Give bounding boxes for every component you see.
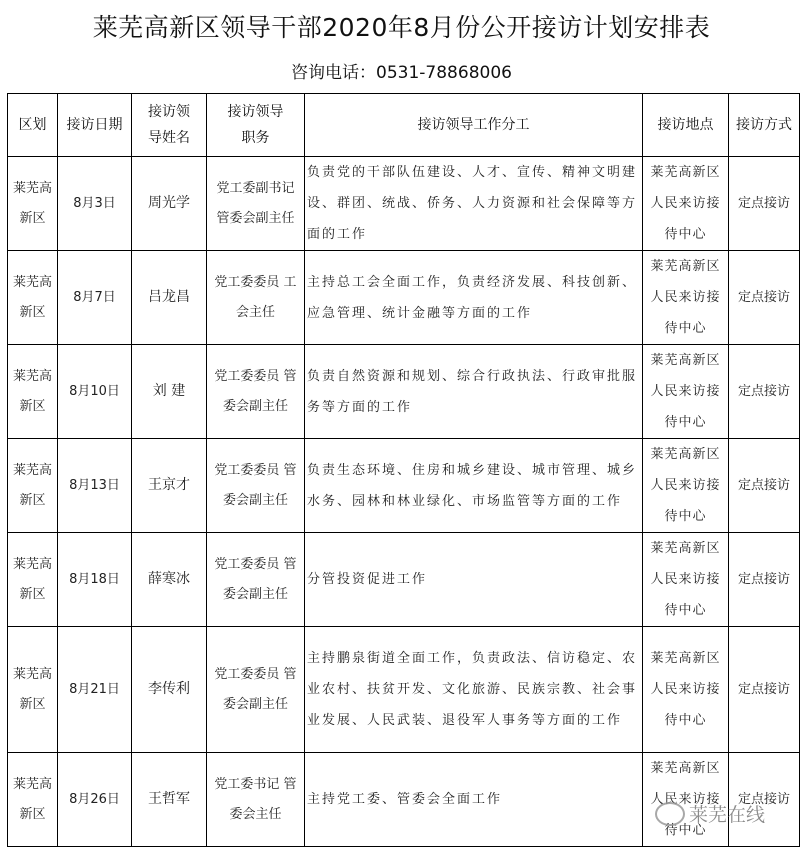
district-cell: 莱芜高新区 [8,157,58,251]
date-cell: 8月3日 [58,157,132,251]
header-date: 接访日期 [58,94,132,157]
duty-cell: 分管投资促进工作 [305,533,643,627]
method-cell: 定点接访 [729,345,800,439]
name-cell: 薛寒冰 [132,533,207,627]
header-method: 接访方式 [729,94,800,157]
location-cell: 莱芜高新区人民来访接待中心 [643,345,729,439]
table-header-row [8,94,800,157]
duty-cell: 负责生态环境、住房和城乡建设、城市管理、城乡水务、园林和林业绿化、市场监管等方面的工作 [305,439,643,533]
schedule-table [7,93,800,847]
duty-cell: 主持党工委、管委会全面工作 [305,753,643,847]
date-cell: 8月7日 [58,251,132,345]
table-row [8,345,800,439]
header-district: 区划 [8,94,58,157]
name-cell: 刘 建 [132,345,207,439]
position-cell: 党工委副书记 管委会副主任 [207,157,305,251]
date-cell: 8月10日 [58,345,132,439]
name-cell: 王京才 [132,439,207,533]
table-row [8,533,800,627]
position-cell: 党工委委员 管委会副主任 [207,345,305,439]
duty-cell: 负责自然资源和规划、综合行政执法、行政审批服务等方面的工作 [305,345,643,439]
district-cell: 莱芜高新区 [8,439,58,533]
name-cell: 吕龙昌 [132,251,207,345]
table-row [8,627,800,753]
method-cell: 定点接访 [729,157,800,251]
date-cell: 8月26日 [58,753,132,847]
position-cell: 党工委委员 工会主任 [207,251,305,345]
position-cell: 党工委书记 管委会主任 [207,753,305,847]
method-cell: 定点接访 [729,533,800,627]
position-cell: 党工委委员 管委会副主任 [207,439,305,533]
header-name: 接访领导姓名 [132,94,207,157]
watermark-text: 莱芜在线 [689,804,766,826]
page-title: 莱芜高新区领导干部2020年8月份公开接访计划安排表 [92,13,711,42]
method-cell: 定点接访 [729,439,800,533]
date-cell: 8月21日 [58,627,132,753]
name-cell: 王哲军 [132,753,207,847]
name-cell: 周光学 [132,157,207,251]
table-row [8,439,800,533]
district-cell: 莱芜高新区 [8,345,58,439]
district-cell: 莱芜高新区 [8,753,58,847]
position-cell: 党工委委员 管委会副主任 [207,533,305,627]
district-cell: 莱芜高新区 [8,251,58,345]
header-location: 接访地点 [643,94,729,157]
contact-phone: 咨询电话：0531-78868006 [291,63,512,83]
location-cell: 莱芜高新区人民来访接待中心 [643,753,729,847]
method-cell: 定点接访 [729,251,800,345]
location-cell: 莱芜高新区人民来访接待中心 [643,533,729,627]
location-cell: 莱芜高新区人民来访接待中心 [643,157,729,251]
table-row [8,251,800,345]
location-cell: 莱芜高新区人民来访接待中心 [643,251,729,345]
watermark-logo-icon [655,802,685,826]
date-cell: 8月13日 [58,439,132,533]
position-cell: 党工委委员 管委会副主任 [207,627,305,753]
duty-cell: 负责党的干部队伍建设、人才、宣传、精神文明建设、群团、统战、侨务、人力资源和社会保障等方面的工作 [305,157,643,251]
location-cell: 莱芜高新区人民来访接待中心 [643,627,729,753]
method-cell: 定点接访 [729,753,800,847]
district-cell: 莱芜高新区 [8,627,58,753]
name-cell: 李传利 [132,627,207,753]
duty-cell: 主持鹏泉街道全面工作，负责政法、信访稳定、农业农村、扶贫开发、文化旅游、民族宗教、社会事业发展、人民武装、退役军人事务等方面的工作 [305,627,643,753]
header-duty: 接访领导工作分工 [305,94,643,157]
watermark [655,800,765,827]
duty-cell: 主持总工会全面工作，负责经济发展、科技创新、应急管理、统计金融等方面的工作 [305,251,643,345]
district-cell: 莱芜高新区 [8,533,58,627]
header-position: 接访领导职务 [207,94,305,157]
date-cell: 8月18日 [58,533,132,627]
location-cell: 莱芜高新区人民来访接待中心 [643,439,729,533]
table-row [8,157,800,251]
method-cell: 定点接访 [729,627,800,753]
